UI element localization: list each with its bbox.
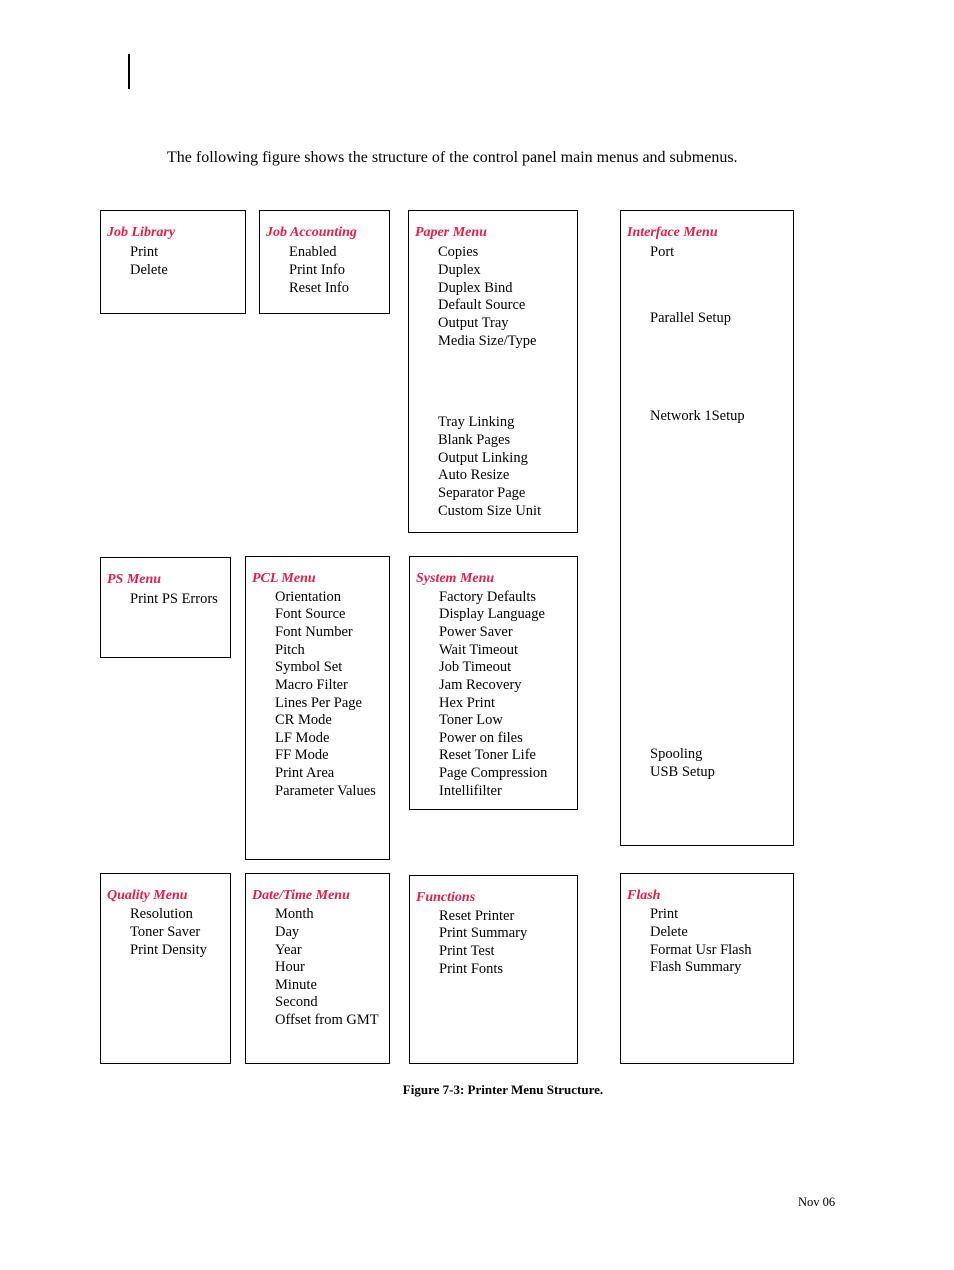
menu-item: CR Mode <box>275 712 332 728</box>
menu-item: Blank Pages <box>438 432 511 448</box>
pcl-menu-box <box>245 556 390 860</box>
menu-item: Flash Summary <box>650 959 742 975</box>
menu-item: Font Source <box>275 606 346 622</box>
menu-item: Power Saver <box>439 624 513 640</box>
menu-item: Font Number <box>275 624 353 640</box>
menu-item: Network 1Setup <box>650 408 745 424</box>
page-footer-date: Nov 06 <box>798 1195 836 1209</box>
paper-menu-box <box>408 210 578 533</box>
margin-change-bar <box>128 54 130 89</box>
menu-title: Paper Menu <box>415 225 487 240</box>
system-menu-box <box>409 556 578 810</box>
menu-item: Second <box>275 994 318 1010</box>
menu-title: System Menu <box>416 571 495 586</box>
menu-title: Flash <box>627 888 661 903</box>
menu-item: Default Source <box>438 297 526 313</box>
menu-item: Intellifilter <box>439 783 502 799</box>
menu-item: Pitch <box>275 642 305 658</box>
menu-item: Print Summary <box>439 925 528 941</box>
menu-item: Macro Filter <box>275 677 348 693</box>
menu-item: Delete <box>650 924 688 940</box>
menu-item: Format Usr Flash <box>650 942 752 958</box>
menu-item: Offset from GMT <box>275 1012 379 1028</box>
menu-item: Custom Size Unit <box>438 503 542 519</box>
menu-item: Print Area <box>275 765 335 781</box>
quality-menu-box <box>100 873 231 1064</box>
menu-item: Print <box>650 906 679 922</box>
menu-item: Factory Defaults <box>439 589 537 605</box>
menu-item: Toner Saver <box>130 924 201 940</box>
menu-title: PS Menu <box>107 572 162 587</box>
menu-item: USB Setup <box>650 764 715 780</box>
menu-item: Reset Toner Life <box>439 747 536 763</box>
menu-item: Hex Print <box>439 695 495 711</box>
menu-item: Print Test <box>439 943 495 959</box>
figure-caption: Figure 7-3: Printer Menu Structure. <box>402 1082 604 1097</box>
menu-item: Port <box>650 244 675 260</box>
menu-item: Tray Linking <box>438 414 515 430</box>
menu-item: Output Linking <box>438 450 528 466</box>
menu-item: Print <box>130 244 159 260</box>
menu-item: Output Tray <box>438 315 509 331</box>
menu-title: Job Accounting <box>266 225 357 240</box>
menu-item: Print Info <box>289 262 345 278</box>
job-accounting-menu-box <box>259 210 390 314</box>
menu-item: Reset Info <box>289 280 349 296</box>
menu-item: Delete <box>130 262 168 278</box>
menu-item: Jam Recovery <box>439 677 522 693</box>
menu-item: Year <box>275 942 302 958</box>
menu-item: Power on files <box>439 730 523 746</box>
menu-item: Media Size/Type <box>438 333 537 349</box>
flash-menu-box <box>620 873 794 1064</box>
menu-item: Enabled <box>289 244 337 260</box>
datetime-menu-box <box>245 873 390 1064</box>
menu-item: Month <box>275 906 314 922</box>
menu-item: Job Timeout <box>439 659 512 675</box>
menu-title: PCL Menu <box>252 571 316 586</box>
interface-menu-box <box>620 210 794 846</box>
menu-item: FF Mode <box>275 747 329 763</box>
menu-title: Functions <box>416 890 476 905</box>
menu-item: Auto Resize <box>438 467 510 483</box>
menu-item: Print Density <box>130 942 207 958</box>
menu-item: Spooling <box>650 746 703 762</box>
menu-item: Day <box>275 924 300 940</box>
menu-item: Resolution <box>130 906 193 922</box>
menu-item: Parameter Values <box>275 783 376 799</box>
menu-item: Page Compression <box>439 765 548 781</box>
menu-item: Separator Page <box>438 485 526 501</box>
menu-item: Toner Low <box>439 712 503 728</box>
menu-item: Lines Per Page <box>275 695 362 711</box>
menu-title: Date/Time Menu <box>252 888 350 903</box>
menu-item: Wait Timeout <box>439 642 518 658</box>
menu-item: Orientation <box>275 589 342 605</box>
menu-item: Symbol Set <box>275 659 343 675</box>
menu-title: Interface Menu <box>627 225 718 240</box>
menu-item: Duplex <box>438 262 481 278</box>
menu-item: Hour <box>275 959 305 975</box>
menu-item: Reset Printer <box>439 908 515 924</box>
menu-item: Print Fonts <box>439 961 504 977</box>
menu-item: LF Mode <box>275 730 330 746</box>
menu-title: Quality Menu <box>107 888 188 903</box>
ps-menu-box <box>100 557 231 658</box>
intro-paragraph: The following figure shows the structure of the control panel main menus and submenus. <box>167 149 738 166</box>
menu-item: Duplex Bind <box>438 280 513 296</box>
menu-item: Parallel Setup <box>650 310 731 326</box>
menu-item: Copies <box>438 244 479 260</box>
menu-item: Minute <box>275 977 317 993</box>
menu-title: Job Library <box>107 225 176 240</box>
functions-menu-box <box>409 875 578 1064</box>
menu-item: Print PS Errors <box>130 591 218 607</box>
menu-item: Display Language <box>439 606 545 622</box>
job-library-menu-box <box>100 210 246 314</box>
